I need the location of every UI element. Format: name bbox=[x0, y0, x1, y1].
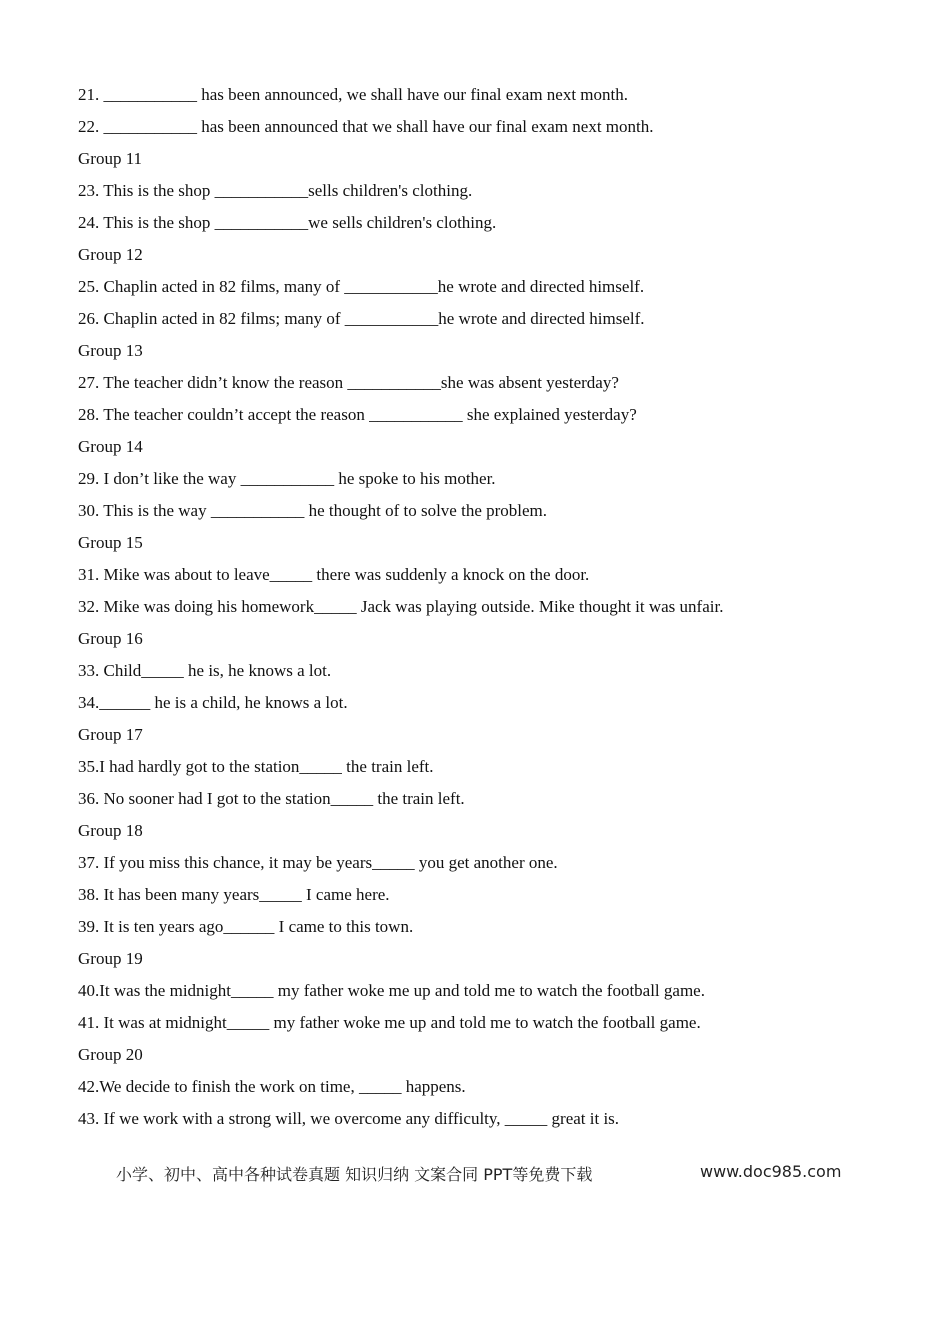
footer-url[interactable]: www.doc985.com bbox=[700, 1162, 842, 1181]
question-line: 36. No sooner had I got to the station_____ the train left. bbox=[78, 789, 465, 808]
question-line: 32. Mike was doing his homework_____ Jack was playing outside. Mike thought it was unfair. bbox=[78, 597, 724, 616]
page-footer bbox=[116, 1162, 876, 1185]
question-line: 30. This is the way ___________ he thought of to solve the problem. bbox=[78, 501, 548, 520]
group-heading: Group 20 bbox=[78, 1045, 143, 1064]
question-line: 42.We decide to finish the work on time, _____ happens. bbox=[78, 1077, 466, 1096]
question-line: 24. This is the shop ___________we sells children's clothing. bbox=[78, 213, 497, 232]
question-line: 43. If we work with a strong will, we overcome any difficulty, _____ great it is. bbox=[78, 1109, 620, 1128]
question-line: 34.______ he is a child, he knows a lot. bbox=[78, 693, 348, 712]
question-line: 28. The teacher couldn’t accept the reason ___________ she explained yesterday? bbox=[78, 405, 637, 424]
question-line: 25. Chaplin acted in 82 films, many of ___________he wrote and directed himself. bbox=[78, 277, 645, 296]
question-line: 33. Child_____ he is, he knows a lot. bbox=[78, 661, 332, 680]
question-line: 41. It was at midnight_____ my father woke me up and told me to watch the football game. bbox=[78, 1013, 701, 1032]
question-line: 35.I had hardly got to the station_____ the train left. bbox=[78, 757, 434, 776]
group-heading: Group 15 bbox=[78, 533, 143, 552]
footer-text: 小学、初中、高中各种试卷真题 知识归纳 文案合同 PPT等免费下载 bbox=[116, 1165, 593, 1184]
worksheet-body bbox=[78, 80, 898, 1136]
question-line: 21. ___________ has been announced, we shall have our final exam next month. bbox=[78, 85, 629, 104]
question-line: 39. It is ten years ago______ I came to this town. bbox=[78, 917, 414, 936]
question-line: 22. ___________ has been announced that we shall have our final exam next month. bbox=[78, 117, 654, 136]
group-heading: Group 19 bbox=[78, 949, 143, 968]
group-heading: Group 13 bbox=[78, 341, 143, 360]
question-line: 31. Mike was about to leave_____ there was suddenly a knock on the door. bbox=[78, 565, 590, 584]
question-line: 37. If you miss this chance, it may be years_____ you get another one. bbox=[78, 853, 558, 872]
question-line: 40.It was the midnight_____ my father woke me up and told me to watch the football game. bbox=[78, 981, 705, 1000]
question-line: 26. Chaplin acted in 82 films; many of ___________he wrote and directed himself. bbox=[78, 309, 645, 328]
group-heading: Group 16 bbox=[78, 629, 143, 648]
group-heading: Group 11 bbox=[78, 149, 143, 168]
group-heading: Group 17 bbox=[78, 725, 143, 744]
question-line: 29. I don’t like the way ___________ he spoke to his mother. bbox=[78, 469, 496, 488]
question-line: 23. This is the shop ___________sells children's clothing. bbox=[78, 181, 473, 200]
group-heading: Group 12 bbox=[78, 245, 143, 264]
question-line: 38. It has been many years_____ I came here. bbox=[78, 885, 390, 904]
question-line: 27. The teacher didn’t know the reason ___________she was absent yesterday? bbox=[78, 373, 619, 392]
group-heading: Group 18 bbox=[78, 821, 143, 840]
group-heading: Group 14 bbox=[78, 437, 143, 456]
